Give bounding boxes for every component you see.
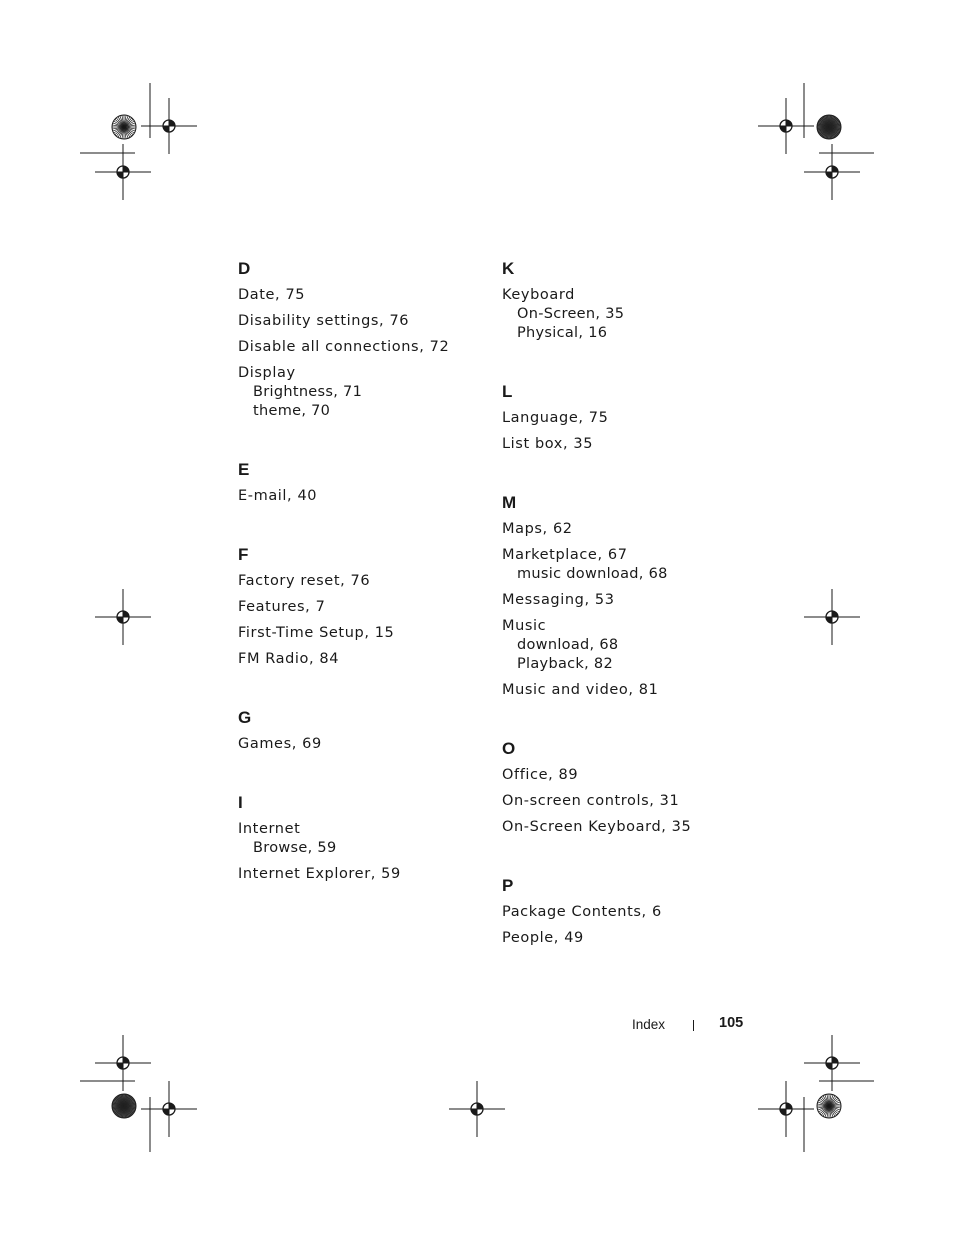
index-term: FM Radio, 84 [238,651,340,667]
starburst-mark [112,1094,136,1118]
index-term: Factory reset, 76 [238,573,371,589]
index-term: List box, 35 [502,436,594,452]
index-subentry: theme, 70 [253,403,331,419]
index-entry [502,409,752,428]
index-term: E-mail, 40 [238,488,318,504]
section-letter: D [238,259,251,278]
index-section-m [502,492,752,700]
index-entry [502,792,752,811]
section-letter: F [238,545,249,564]
registration-mark-icon [95,144,151,200]
index-subentry: On-Screen, 35 [517,306,625,322]
index-term: On-screen controls, 31 [502,793,680,809]
index-term: Display [238,365,296,381]
index-entry [238,624,488,643]
index-term: Maps, 62 [502,521,573,537]
index-subentry: Physical, 16 [517,325,608,341]
index-entry [502,435,752,454]
index-term: Internet [238,821,301,837]
index-entry [502,286,752,343]
starburst-mark [817,115,841,139]
section-letter: E [238,460,250,479]
index-entry [238,820,488,858]
index-column-right [502,258,752,986]
index-entry [502,818,752,837]
index-entry [238,487,488,506]
index-entry [502,617,752,674]
index-entry [238,572,488,591]
index-entry [502,591,752,610]
index-term: Date, 75 [238,287,306,303]
footer-divider [693,1020,694,1031]
index-term: On-Screen Keyboard, 35 [502,819,692,835]
index-term: First-Time Setup, 15 [238,625,395,641]
section-letter: M [502,493,517,512]
index-term: Features, 7 [238,599,326,615]
index-entry [238,364,488,421]
index-section-o [502,738,752,837]
index-entry [502,903,752,922]
index-term: Music [502,618,547,634]
index-subentry: Playback, 82 [517,656,613,672]
index-entry [238,650,488,669]
index-term: Package Contents, 6 [502,904,662,920]
section-letter: L [502,382,513,401]
index-term: Music and video, 81 [502,682,659,698]
registration-mark-icon [141,1081,197,1137]
index-entry [502,681,752,700]
starburst-mark [112,115,136,139]
index-term: Games, 69 [238,736,322,752]
index-subentry: Browse, 59 [253,840,337,856]
index-term: Keyboard [502,287,575,303]
section-letter: I [238,793,243,812]
index-section-k [502,258,752,343]
page-number: 105 [719,1015,744,1031]
index-section-i [238,792,488,884]
index-section-e [238,459,488,506]
registration-mark-icon [141,98,197,154]
index-section-g [238,707,488,754]
index-section-d [238,258,488,421]
index-column-left [238,258,488,922]
index-term: Language, 75 [502,410,609,426]
index-term: Marketplace, 67 [502,547,628,563]
index-entry [238,598,488,617]
section-letter: K [502,259,515,278]
registration-mark-icon [804,144,860,200]
index-section-f [238,544,488,669]
index-entry [238,312,488,331]
section-letter: G [238,708,252,727]
section-letter: O [502,739,516,758]
index-term: Office, 89 [502,767,579,783]
index-entry [502,929,752,948]
index-section-l [502,381,752,454]
index-section-p [502,875,752,948]
registration-mark-icon [95,589,151,645]
index-term: Disability settings, 76 [238,313,410,329]
footer-section-label: Index [632,1017,666,1032]
index-entry [502,546,752,584]
index-subentry: music download, 68 [517,566,668,582]
index-entry [238,735,488,754]
index-entry [502,766,752,785]
index-term: Internet Explorer, 59 [238,866,401,882]
index-term: People, 49 [502,930,584,946]
index-term: Disable all connections, 72 [238,339,450,355]
registration-mark-icon [758,98,814,154]
registration-mark-icon [95,1035,151,1091]
index-subentry: Brightness, 71 [253,384,363,400]
index-entry [238,865,488,884]
registration-mark-icon [804,1035,860,1091]
index-term: Messaging, 53 [502,592,615,608]
index-entry [238,338,488,357]
starburst-mark [817,1094,841,1118]
index-entry [238,286,488,305]
registration-mark-icon [758,1081,814,1137]
section-letter: P [502,876,514,895]
index-entry [502,520,752,539]
registration-mark-icon [449,1081,505,1137]
registration-mark-icon [804,589,860,645]
index-subentry: download, 68 [517,637,619,653]
